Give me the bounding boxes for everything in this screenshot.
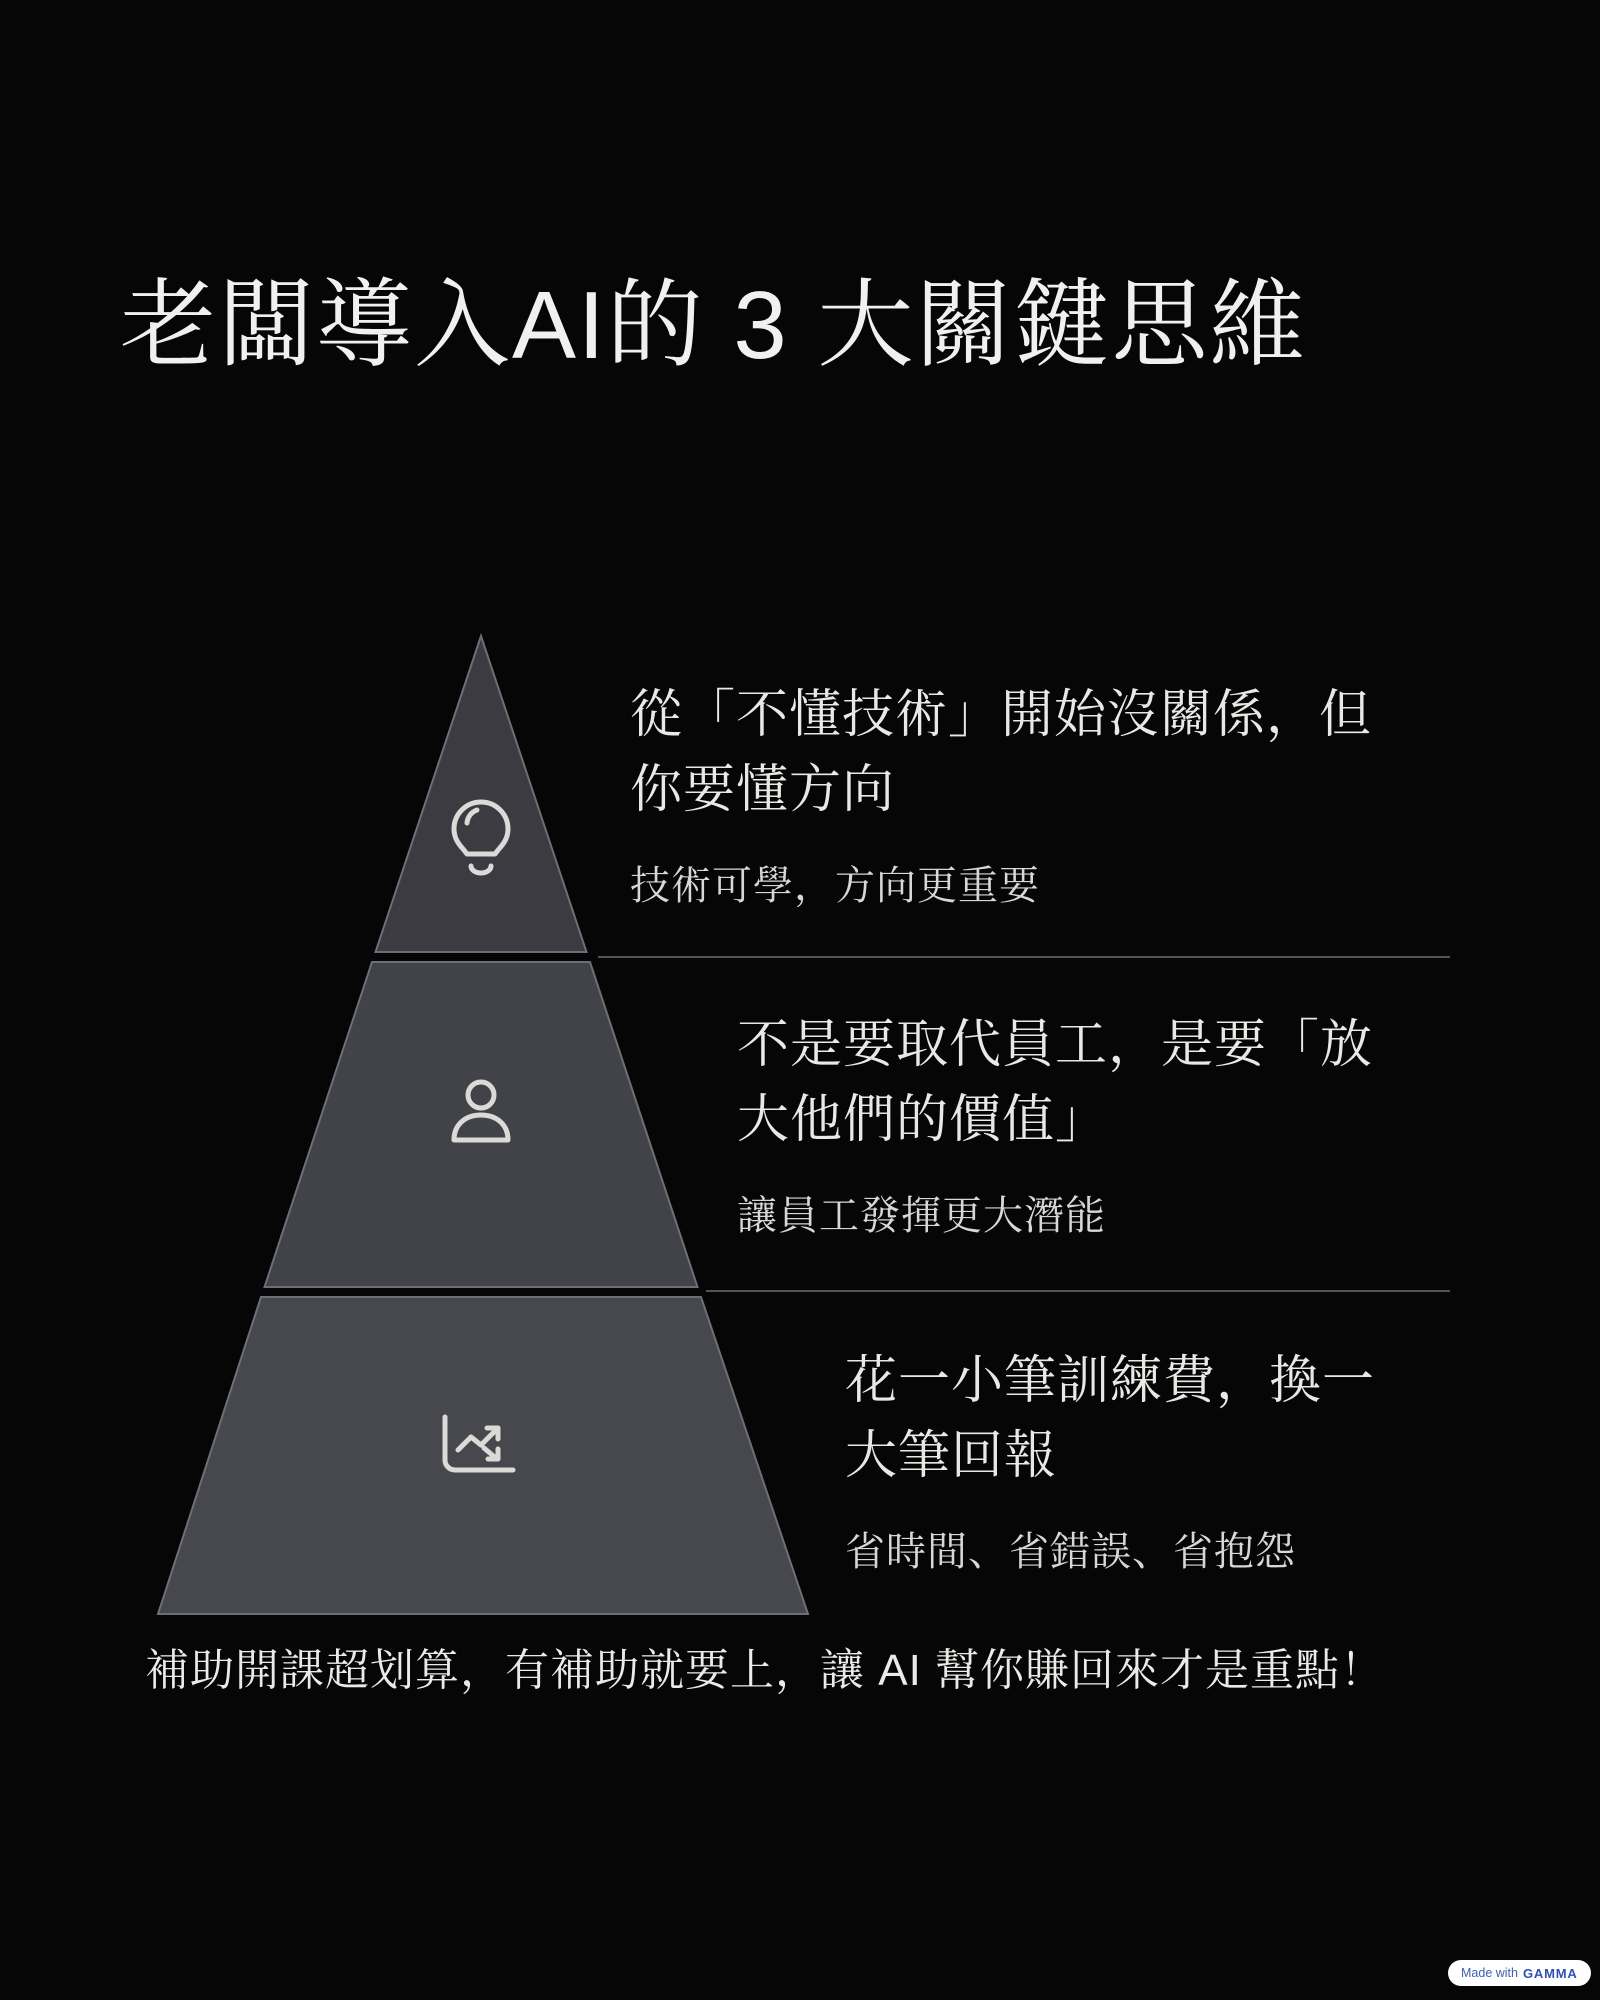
tier1-subtitle: 技術可學，方向更重要	[630, 864, 1040, 908]
badge-prefix-label: Made with	[1461, 1966, 1518, 1980]
tier1-heading	[630, 678, 1372, 828]
tier1-heading-line1: 從「不懂技術」開始沒關係，但	[630, 686, 1373, 744]
gamma-logo: GAMMA	[1522, 1965, 1578, 1981]
tier3-heading	[845, 1344, 1375, 1494]
footer-note: 補助開課超划算，有補助就要上，讓 AI 幫你賺回來才是重點！	[145, 1646, 1386, 1695]
made-with-gamma-badge[interactable]	[1448, 1960, 1591, 1986]
tier2-heading-line2: 大他們的價值」	[737, 1091, 1109, 1149]
tier2-heading	[737, 1008, 1373, 1158]
tier2-heading-line1: 不是要取代員工，是要「放	[737, 1016, 1374, 1074]
person-icon	[443, 1076, 519, 1154]
tier1-heading-line2: 你要懂方向	[630, 761, 896, 819]
page-title: 老闆導入AI的 3 大關鍵思維	[120, 272, 1308, 379]
lightbulb-icon	[444, 794, 518, 880]
tier3-subtitle: 省時間、省錯誤、省抱怨	[845, 1530, 1296, 1574]
tier2-subtitle: 讓員工發揮更大潛能	[737, 1194, 1106, 1238]
tier-divider-1	[598, 956, 1450, 958]
tier3-heading-line2: 大筆回報	[845, 1427, 1058, 1485]
tier-divider-2	[706, 1290, 1450, 1292]
chart-trend-icon	[438, 1412, 520, 1480]
tier3-heading-line1: 花一小筆訓練費，換一	[845, 1352, 1376, 1410]
